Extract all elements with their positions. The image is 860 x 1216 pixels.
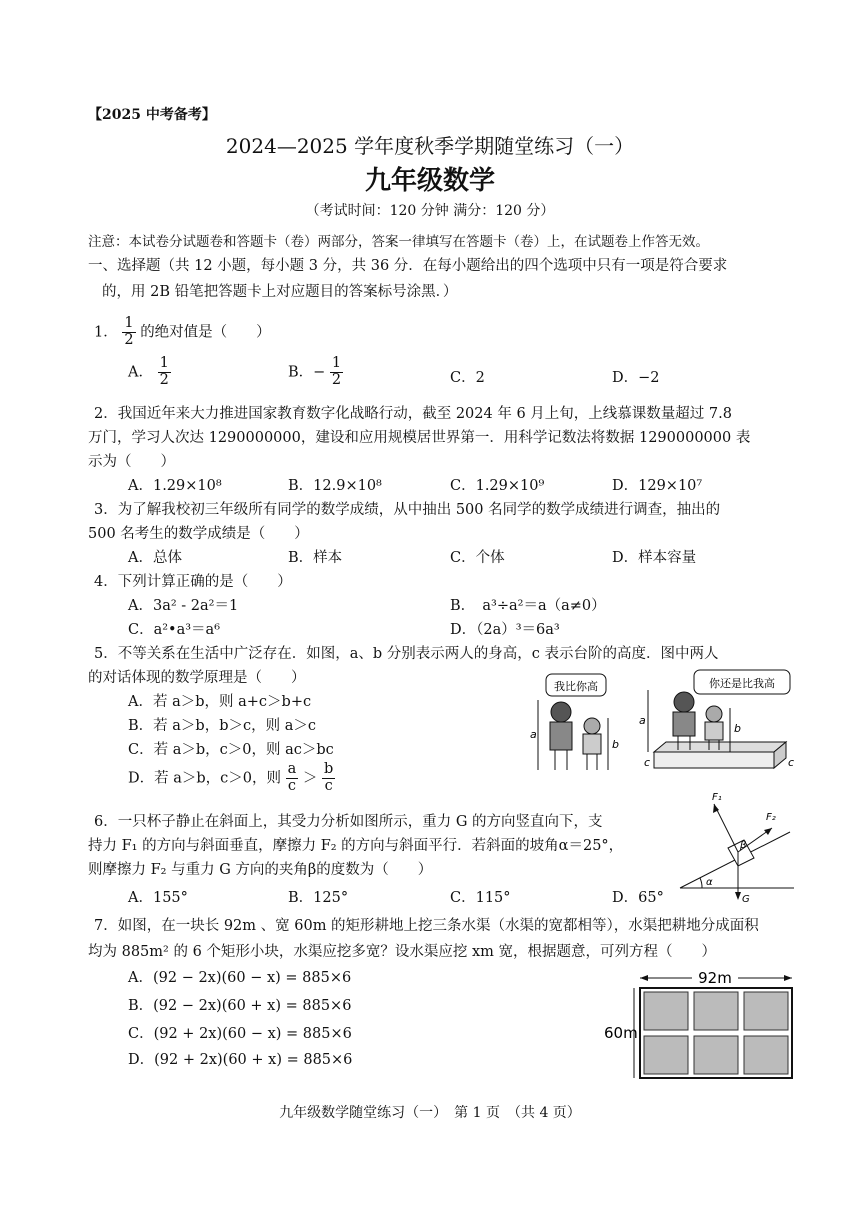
q3-option-d: D．样本容量 xyxy=(612,550,697,566)
section1-line2: 的，用 2B 铅笔把答题卡上对应题目的答案标号涂黑．） xyxy=(102,284,458,300)
q3-option-c: C．个体 xyxy=(450,550,505,566)
q2-line1: 2．我国近年来大力推进国家教育数字化战略行动，截至 2024 年 6 月上旬，上线慕课数量超过 7.8 xyxy=(94,406,732,422)
plot xyxy=(744,992,788,1030)
q5-line1: 5．不等关系在生活中广泛存在．如图，a、b 分别表示两人的身高，c 表示台阶的高度．图中两人 xyxy=(94,646,719,662)
height-comparison-figure xyxy=(524,668,796,778)
label-b: b xyxy=(734,722,741,735)
q4-option-d: D．（2a）³＝6a³ xyxy=(450,622,560,638)
person-tall-right xyxy=(673,692,695,750)
q6-option-c: C．115° xyxy=(450,890,511,906)
speech-text: 你还是比我高 xyxy=(709,677,775,690)
q3-option-a: A．总体 xyxy=(128,550,182,566)
exam-tag: 【2025 中考备考】 xyxy=(88,107,216,123)
q4-stem: 4．下列计算正确的是（ ） xyxy=(94,574,292,590)
q2-line3: 示为（ ） xyxy=(88,454,175,470)
q5-option-c: C．若 a＞b，c＞0，则 ac＞bc xyxy=(128,742,334,758)
q1-option-c: C．2 xyxy=(450,370,485,386)
label-c: c xyxy=(788,756,795,769)
person-short-left xyxy=(583,718,601,770)
subject-title: 九年级数学 xyxy=(364,166,495,196)
q5-option-d: D．若 a＞b，c＞0，则 $\frac{a}{c}$ ＞ $\frac{b}{c}$ xyxy=(128,761,334,794)
plot xyxy=(744,1036,788,1074)
q4-option-b: B． a³÷a²＝a（a≠0） xyxy=(450,598,606,614)
label-a: a xyxy=(639,714,646,727)
label-width: 60m xyxy=(604,1024,638,1042)
q6-line2: 持力 F₁ 的方向与斜面垂直，摩擦力 F₂ 的方向与斜面平行．若斜面的坡角α＝25°， xyxy=(88,838,624,854)
q1-option-b: B．− $\frac{1}{2}$ xyxy=(288,355,342,388)
label-a: a xyxy=(530,728,537,741)
q7-line2: 均为 885m² 的 6 个矩形小块，水渠应挖多宽？设水渠应挖 xm 宽，根据题意，可列方程（ ） xyxy=(88,944,717,960)
q5-option-a: A．若 a＞b，则 a+c＞b+c xyxy=(128,694,312,710)
exam-title: 2024—2025 学年度秋季学期随堂练习（一） xyxy=(225,134,635,158)
q2-option-c: C．1.29×10⁹ xyxy=(450,478,545,494)
label-g: G xyxy=(742,894,750,904)
q2-option-a: A．1.29×10⁸ xyxy=(128,478,222,494)
q6-line1: 6．一只杯子静止在斜面上，其受力分析如图所示，重力 G 的方向竖直向下，支 xyxy=(94,814,603,830)
q4-option-c: C．a²•a³＝a⁶ xyxy=(128,622,221,638)
force-f1-arrow xyxy=(714,804,738,852)
section1-line1: 一、选择题（共 12 小题，每小题 3 分，共 36 分．在每小题给出的四个选项中只有一项是符合要求 xyxy=(88,258,728,274)
q1-option-d: D．−2 xyxy=(612,370,660,386)
incline-force-diagram xyxy=(672,786,800,904)
q3-line1: 3．为了解我校初三年级所有同学的数学成绩，从中抽出 500 名同学的数学成绩进行调查，抽出的 xyxy=(94,502,721,518)
q4-option-a: A．3a² - 2a²＝1 xyxy=(128,598,239,614)
q5-line2: 的对话体现的数学原理是（ ） xyxy=(88,670,306,686)
q3-option-b: B．样本 xyxy=(288,550,343,566)
q6-option-d: D．65° xyxy=(612,890,664,906)
plot xyxy=(644,1036,688,1074)
q7-option-c: C．(92 + 2x)(60 − x) = 885×6 xyxy=(128,1026,352,1042)
question-1 xyxy=(94,316,271,349)
notice: 注意：本试卷分试题卷和答题卡（卷）两部分，答案一律填写在答题卡（卷）上，在试题卷上作答无效。 xyxy=(88,234,709,250)
q6-line3: 则摩擦力 F₂ 与重力 G 方向的夹角β的度数为（ ） xyxy=(88,862,433,878)
platform xyxy=(654,742,786,768)
q6-option-a: A．155° xyxy=(128,890,188,906)
label-beta: β xyxy=(740,840,747,851)
fraction: $\frac{1}{2}$ xyxy=(124,315,134,348)
q1-option-a: A． $\frac{1}{2}$ xyxy=(128,355,169,388)
page-footer: 九年级数学随堂练习（一） 第 1 页 （共 4 页） xyxy=(279,1105,581,1121)
q5-option-b: B．若 a＞b，b＞c，则 a＞c xyxy=(128,718,316,734)
q6-option-b: B．125° xyxy=(288,890,349,906)
speech-text: 我比你高 xyxy=(554,680,598,693)
exam-meta: （考试时间：120 分钟 满分：120 分） xyxy=(305,203,555,219)
q7-option-b: B．(92 − 2x)(60 + x) = 885×6 xyxy=(128,998,352,1014)
label-c: c xyxy=(644,756,651,769)
plot xyxy=(694,992,738,1030)
label-b: b xyxy=(612,738,619,751)
label-f2: F₂ xyxy=(766,812,776,823)
label-f1: F₁ xyxy=(712,792,722,803)
label-alpha: α xyxy=(706,877,713,888)
person-tall-left xyxy=(550,702,572,770)
q2-option-b: B．12.9×10⁸ xyxy=(288,478,382,494)
q3-line2: 500 名考生的数学成绩是（ ） xyxy=(88,526,309,542)
angle-alpha-arc xyxy=(700,878,702,888)
plot xyxy=(644,992,688,1030)
q7-option-d: D．(92 + 2x)(60 + x) = 885×6 xyxy=(128,1052,353,1068)
plot xyxy=(694,1036,738,1074)
q2-line2: 万门，学习人次达 1290000000，建设和应用规模居世界第一．用科学记数法将数据 1290000000 表 xyxy=(88,430,751,446)
q2-option-d: D．129×10⁷ xyxy=(612,478,703,494)
field-canal-diagram xyxy=(600,966,800,1086)
q7-line1: 7．如图，在一块长 92m 、宽 60m 的矩形耕地上挖三条水渠（水渠的宽都相等），水渠把耕地分成面积 xyxy=(94,918,759,934)
question-number: 1． xyxy=(94,324,118,341)
q7-option-a: A．(92 − 2x)(60 − x) = 885×6 xyxy=(128,970,352,986)
question-stem: 的绝对值是（ ） xyxy=(140,324,271,341)
label-length: 92m xyxy=(698,969,732,987)
